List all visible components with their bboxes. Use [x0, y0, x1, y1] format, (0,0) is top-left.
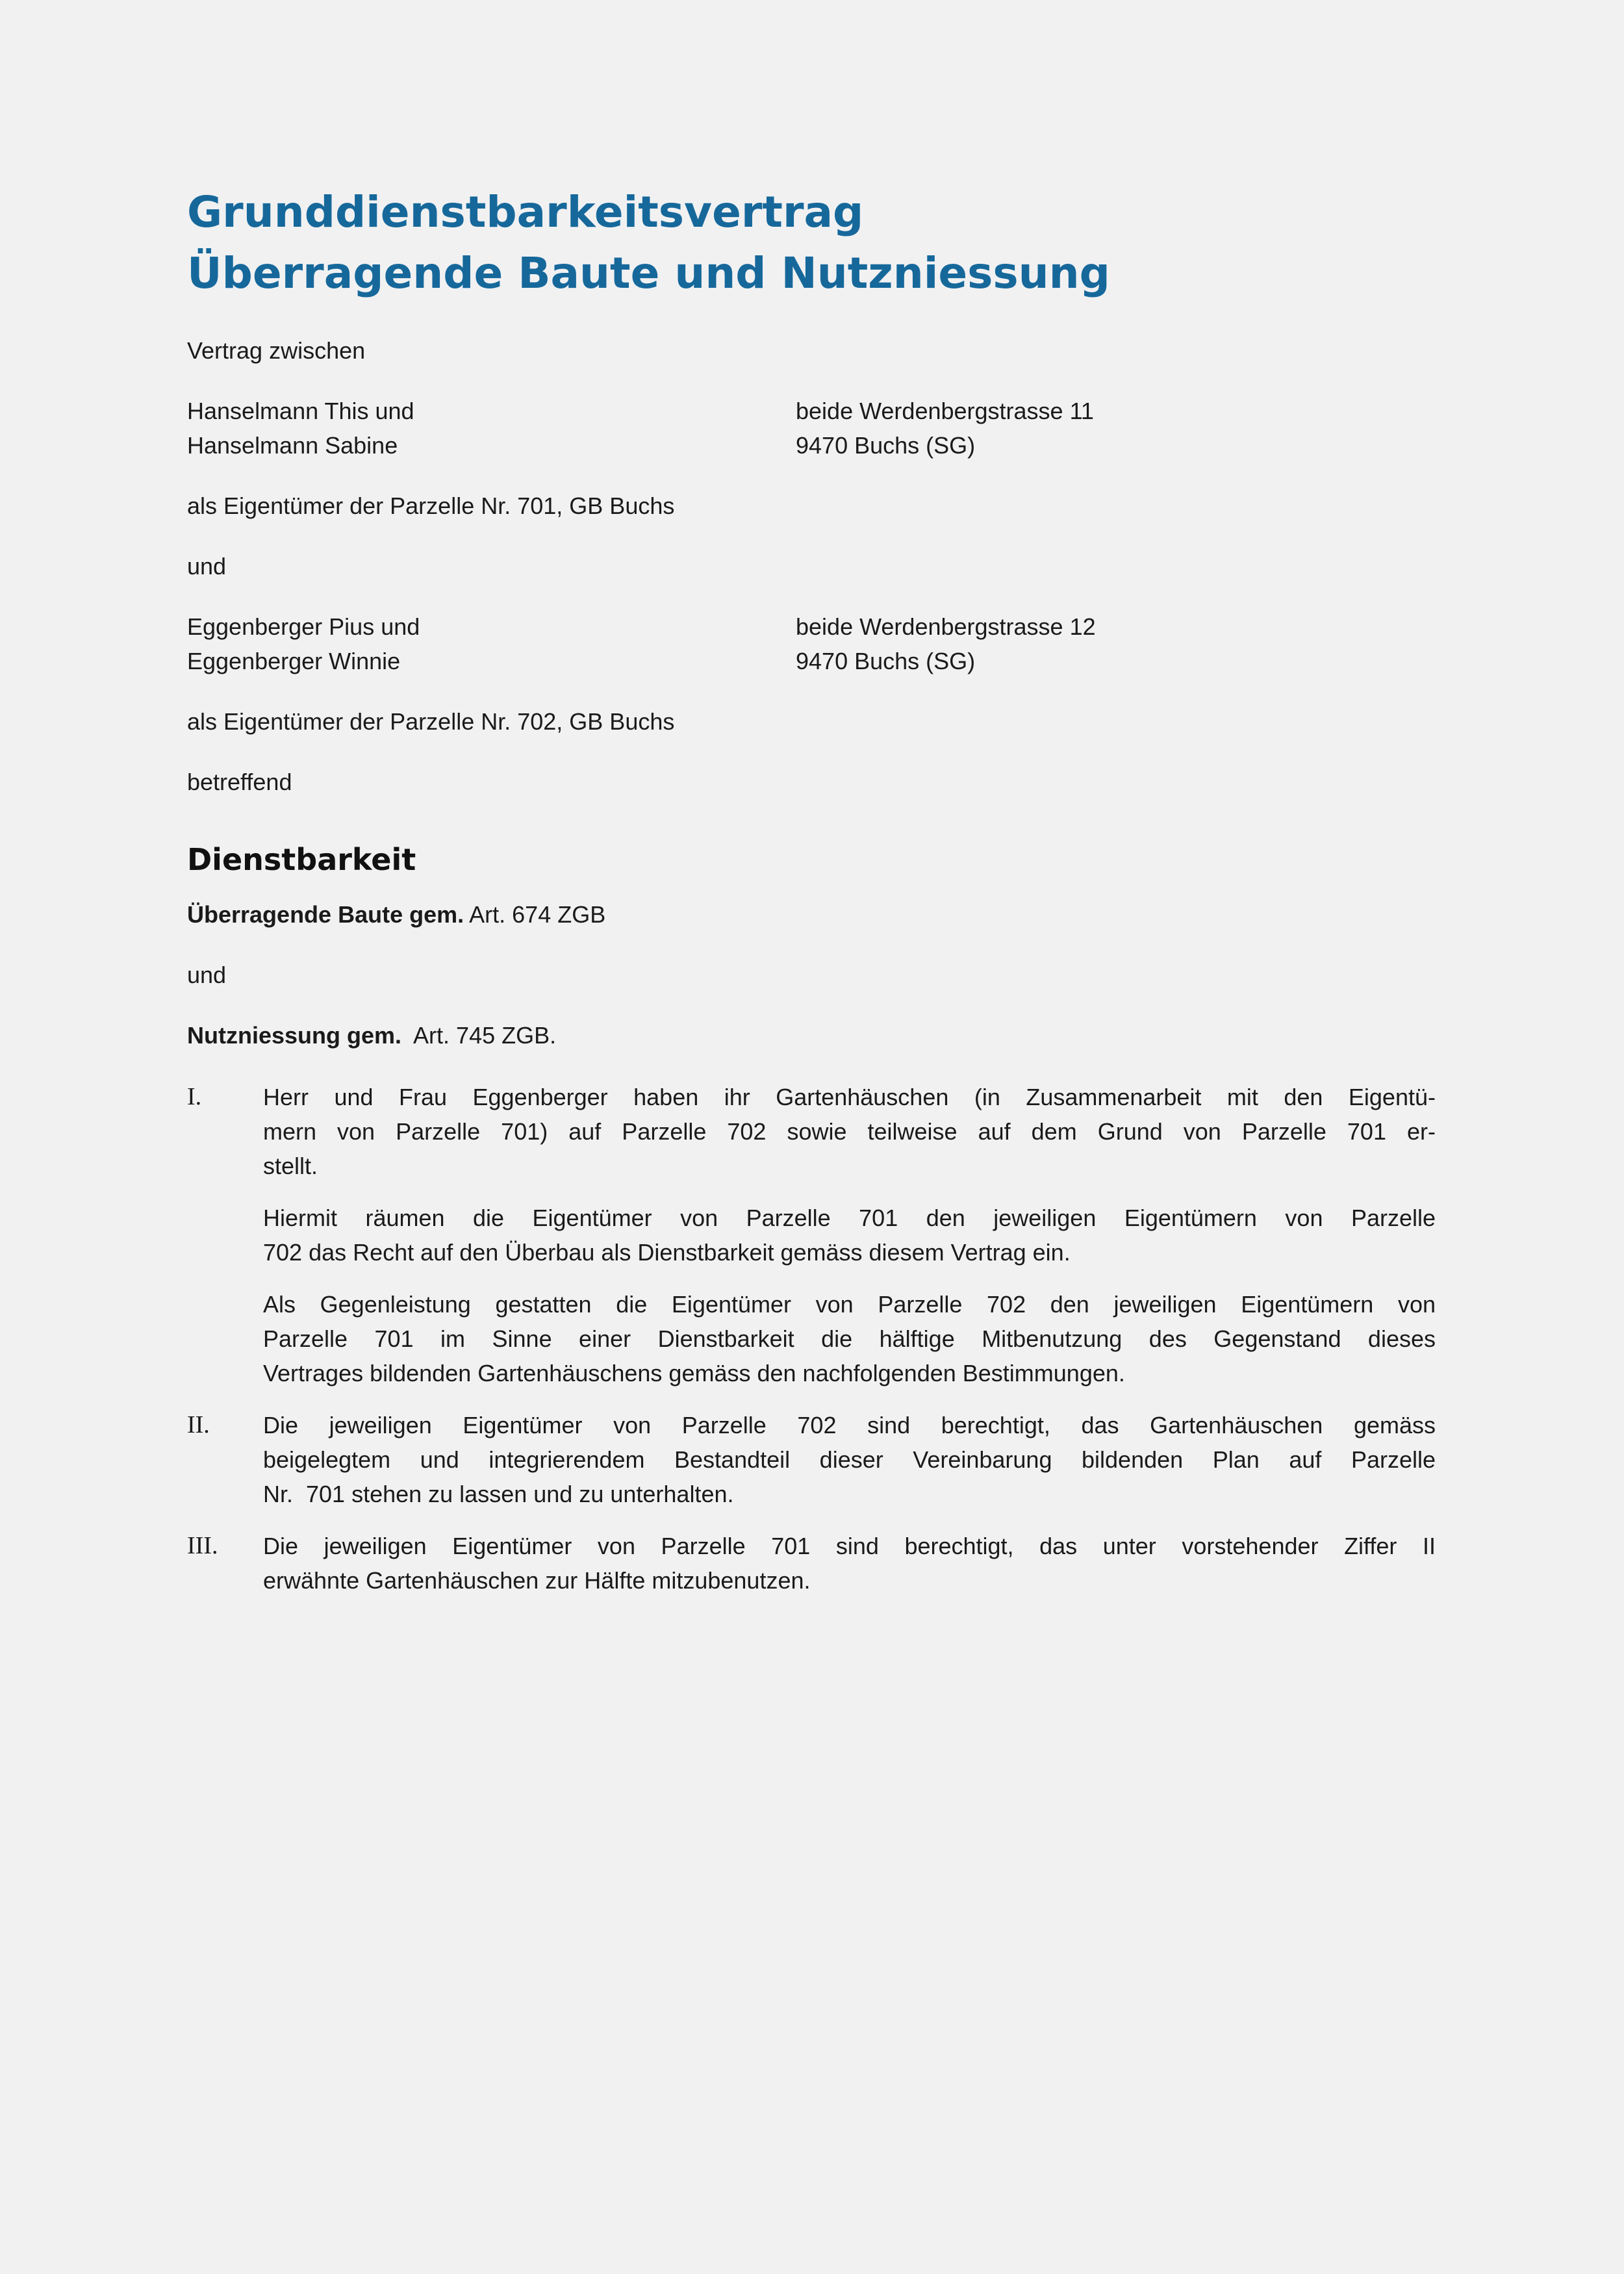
clause-line: Hiermit räumen die Eigentümer von Parzelle 701 den jeweiligen Eigentümern von Parzelle: [263, 1205, 1436, 1231]
party-block-2: [187, 609, 1436, 678]
party-1-address-line-1: beide Werdenbergstrasse 11: [796, 398, 1094, 424]
clause-line: Herr und Frau Eggenberger haben ihr Gartenhäuschen (in Zusammenarbeit mit den Eigentü-: [263, 1084, 1436, 1110]
clause-1-paragraph-3: [263, 1287, 1436, 1390]
clause-line: mern von Parzelle 701) auf Parzelle 702 sowie teilweise auf dem Grund von Parzelle 701 er-: [263, 1118, 1436, 1145]
clause-list: [187, 1080, 1436, 1598]
clause-1-body: [263, 1080, 1436, 1390]
party-1-names: [187, 394, 796, 463]
clause-3-number: III.: [187, 1532, 218, 1559]
party-1-role: als Eigentümer der Parzelle Nr. 701, GB Buchs: [187, 492, 675, 519]
party-2-address-line-2: 9470 Buchs (SG): [796, 648, 976, 674]
clause-line: Vertrages bildenden Gartenhäuschens gemäss den nachfolgenden Bestimmungen.: [263, 1360, 1125, 1386]
party-2-name-line-2: Eggenberger Winnie: [187, 648, 401, 674]
clause-2-number: II.: [187, 1411, 210, 1438]
party-2-address-line-1: beide Werdenbergstrasse 12: [796, 613, 1096, 640]
servitude-2-bold: Nutzniessung gem.: [187, 1022, 402, 1049]
clause-1-number: I.: [187, 1083, 202, 1110]
clause-line: stellt.: [263, 1153, 318, 1179]
document-title: [187, 182, 1436, 304]
servitude-line-2: [187, 1018, 1436, 1053]
party-2-names: [187, 609, 796, 678]
clause-item-2: [187, 1408, 1436, 1511]
intro-text: Vertrag zwischen: [187, 337, 366, 364]
clause-line: Die jeweiligen Eigentümer von Parzelle 701 sind berechtigt, das unter vorstehender Ziffer II: [263, 1533, 1436, 1559]
party-1-address: [796, 394, 1436, 463]
servitude-1-reference: Art. 674 ZGB: [464, 901, 606, 928]
clause-line: Parzelle 701 im Sinne einer Dienstbarkeit die hälftige Mitbenutzung des Gegenstand dieses: [263, 1325, 1436, 1352]
title-line-1: Grunddienstbarkeitsvertrag: [187, 187, 864, 237]
servitude-2-reference: Art. 745 ZGB.: [401, 1022, 557, 1049]
clause-item-3: [187, 1529, 1436, 1598]
connector-text: und: [187, 553, 227, 580]
clause-line: 702 das Recht auf den Überbau als Dienstbarkeit gemäss diesem Vertrag ein.: [263, 1239, 1071, 1266]
clause-2-paragraph-1: [263, 1408, 1436, 1511]
section-heading: Dienstbarkeit: [187, 842, 416, 877]
clause-2-body: [263, 1408, 1436, 1511]
clause-line: beigelegtem und integrierendem Bestandteil dieser Vereinbarung bildenden Plan auf Parzelle: [263, 1446, 1436, 1473]
servitude-connector: und: [187, 962, 227, 988]
servitude-line-1: [187, 897, 1436, 932]
party-1-name-line-1: Hanselmann This und: [187, 398, 414, 424]
clause-3-paragraph-1: [263, 1529, 1436, 1598]
party-1-address-line-2: 9470 Buchs (SG): [796, 432, 976, 459]
clause-3-body: [263, 1529, 1436, 1598]
party-block-1: [187, 394, 1436, 463]
servitude-1-bold: Überragende Baute gem.: [187, 901, 464, 928]
party-1-name-line-2: Hanselmann Sabine: [187, 432, 398, 459]
clause-line: erwähnte Gartenhäuschen zur Hälfte mitzubenutzen.: [263, 1567, 811, 1594]
clause-1-paragraph-1: [263, 1080, 1436, 1183]
party-2-address: [796, 609, 1436, 678]
party-2-name-line-1: Eggenberger Pius und: [187, 613, 420, 640]
clause-line: Die jeweiligen Eigentümer von Parzelle 702 sind berechtigt, das Gartenhäuschen gemäss: [263, 1412, 1436, 1438]
subject-keyword: betreffend: [187, 769, 292, 795]
clause-line: Nr. 701 stehen zu lassen und zu unterhalten.: [263, 1481, 734, 1507]
party-2-role: als Eigentümer der Parzelle Nr. 702, GB Buchs: [187, 708, 675, 735]
title-line-2: Überragende Baute und Nutzniessung: [187, 248, 1110, 298]
clause-item-1: [187, 1080, 1436, 1390]
clause-1-paragraph-2: [263, 1201, 1436, 1270]
clause-line: Als Gegenleistung gestatten die Eigentümer von Parzelle 702 den jeweiligen Eigentümern von: [263, 1291, 1436, 1318]
